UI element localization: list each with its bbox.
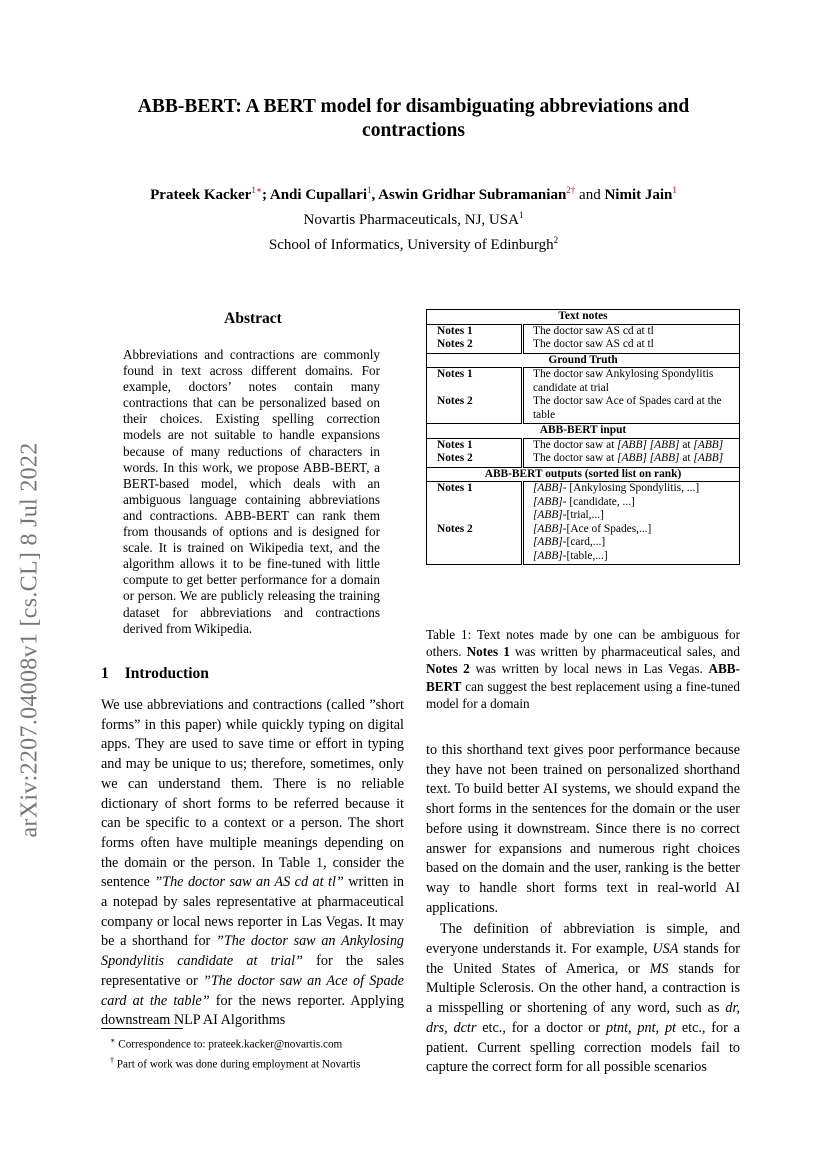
table-row-key: Notes 2 [437,338,473,350]
section-number: 1 [101,665,109,682]
table-row-key: Notes 2 [437,522,473,535]
table-row-value [523,368,740,396]
table-cell-line: [ABB]- [Ankylosing Spondylitis, ...] [533,482,700,494]
abstract-heading: Abstract [224,310,282,327]
quote-1: ”The doctor saw an AS cd at tl” [154,874,344,891]
table-row-key: Notes 1 [437,438,473,451]
table-row-value [523,395,740,424]
table-cell-line: The doctor saw Ace of Spades card at the table [533,395,722,421]
table-row-value [523,452,740,467]
author-block [60,180,767,255]
notes-table [426,309,740,565]
section-title: Introduction [124,665,209,682]
quote-2: ”The doctor saw an Ankylosing Spondylitis candidate at trial” [101,933,405,970]
table-section-header: Ground Truth [427,353,740,368]
table-cell-line: [ABB]- [candidate, ...] [533,495,635,508]
author-and: and [575,187,605,203]
author-3-sup: 2† [566,185,576,195]
table-row [427,438,740,452]
right-column-text [426,741,740,1078]
table-row [427,395,740,424]
table-row-key: Notes 1 [437,368,473,380]
table-cell-line: [ABB]-[Ace of Spades,...] [533,522,652,535]
table-section-header: ABB-BERT input [427,424,740,439]
arxiv-stamp-text: arXiv:2207.04008v1 [cs.CL] 8 Jul 2022 [16,442,43,838]
table-row-value [523,482,740,523]
table-cell-line: The doctor saw Ankylosing Spondylitis candidate at trial [533,368,714,394]
table-row-key: Notes 2 [437,452,473,464]
table-row [427,368,740,396]
paper-title [80,95,747,143]
table-ref-link[interactable]: 1 [316,854,324,871]
author-3: , Aswin Gridhar Subramanian [371,187,567,203]
author-4: Nimit Jain [604,187,673,203]
author-2: ; Andi Cupallari [261,187,367,203]
table-cell-line: The doctor saw AS cd at tl [533,324,654,337]
table-row-key: Notes 1 [437,482,473,494]
author-line [60,180,767,205]
section-heading [101,665,209,683]
paragraph-continuation: to this shorthand text gives poor performance because they have not been trained on personalized shorthand text. To build better AI systems, we should expand the short forms in the sentences for the domain or the user before using it downstream. Since there is no correct answer for expansions and numerous right choices based on the domain and the user, ranking is the better way to handle short forms text in real-world AI applications. [426,742,740,916]
table-1 [426,309,740,565]
quote-3: ”The doctor saw an Ace of Spade card at the table” [101,972,404,1009]
author-4-sup: 1 [672,185,677,195]
table-row-value [523,324,740,338]
affiliation-2: School of Informatics, University of Edinburgh$^2$ [268,235,559,253]
table-cell-line: [ABB]-[table,...] [533,549,608,562]
abstract-text: Abbreviations and contractions are commonly found in text across different domains. For example, doctors’ notes contain many contractions that can be personalized based on their choices. Existing spelling correction models are not suitable to handle expansions because of many reductions of characters in words. In this work, we propose ABB-BERT, a BERT-based model, which deals with an ambiguous language containing abbreviations and contractions. ABB-BERT can rank them from thousands of options and is designed for scale. It is trained on Wikipedia text, and the algorithm allows it to be fine-tuned with little compute to get better performance for a domain or person. We are publicly releasing the training dataset for abbreviations and contractions derived from Wikipedia. [123,347,380,636]
table-row-value [523,438,740,452]
table-row [427,482,740,523]
paragraph-abbreviation-definition: The definition of abbreviation is simple, and everyone understands it. For example, USA stands for the United States of America, or MS stands for Multiple Sclerosis. On the other hand, a contraction is a misspelling or shortening of any word, such as dr, drs, dctr etc., for a doctor or ptnt, pnt, pt etc., for a patient. Current spelling correction models fail to capture the correct form for all possible scenarios [426,921,741,1076]
author-1-sup: 1∗ [251,185,262,195]
affiliation-1: Novartis Pharmaceuticals, NJ, USA$^1$ [303,210,524,228]
title-line-1: ABB-BERT: A BERT model for disambiguating abbreviations and [137,96,690,117]
title-line-2: contractions [362,120,465,141]
table-row-key: Notes 2 [437,395,473,407]
table-cell-line: The doctor saw AS cd at tl [533,338,654,350]
table-row-value [523,523,740,565]
intro-paragraph: We use abbreviations and contractions (called ”short forms” in this paper) while quickly typing on digital apps. They are used to save time or effort in typing and may be unique to us; therefore, sometimes, only we can understand them. There is no reliable dictionary of short forms to be referred because it can be specific to a context or a person. The short forms often have multiple meanings depending on the domain or the person. In Table 1, consider the sentence ”The doctor saw an AS cd at tl” written in a notepad by sales representative at pharmaceutical company or local news reporter in Las Vegas. It may be a shorthand for ”The doctor saw an Ankylosing Spondylitis candidate at trial” for the sales representative or ”The doctor saw an Ace of Spade card at the table” for the news reporter. Applying downstream NLP AI Algorithms [101,697,405,1029]
table-caption: Table 1: Text notes made by one can be ambiguous for others. Notes 1 was written by pharmaceutical sales, and Notes 2 was written by local news in Las Vegas. ABB-BERT can suggest the best replacement using a fine-tuned model for a domain [426,627,740,711]
table-row [427,324,740,338]
author-2-sup: 1 [367,185,372,195]
table-cell-line: [ABB]-[trial,...] [533,509,604,521]
table-row-key: Notes 1 [437,324,473,337]
table-section-header: Text notes [427,310,740,325]
table-cell-line: [ABB]-[card,...] [533,536,606,548]
table-section-header: ABB-BERT outputs (sorted list on rank) [427,467,740,482]
table-row [427,452,740,467]
table-cell-line: The doctor saw at [ABB] [ABB] at [ABB] [533,438,724,451]
arxiv-stamp [10,380,50,900]
author-1: Prateek Kacker [150,187,252,203]
table-row [427,338,740,353]
table-row-value [523,338,740,353]
table-row [427,523,740,565]
table-cell-line: The doctor saw at [ABB] [ABB] at [ABB] [533,452,724,464]
footnote-1: ∗ Correspondence to: prateek.kacker@novartis.com [110,1036,343,1051]
footnotes [101,1033,411,1072]
footnote-rule [101,1028,183,1029]
footnote-2: † Part of work was done during employment at Novartis [110,1055,361,1071]
